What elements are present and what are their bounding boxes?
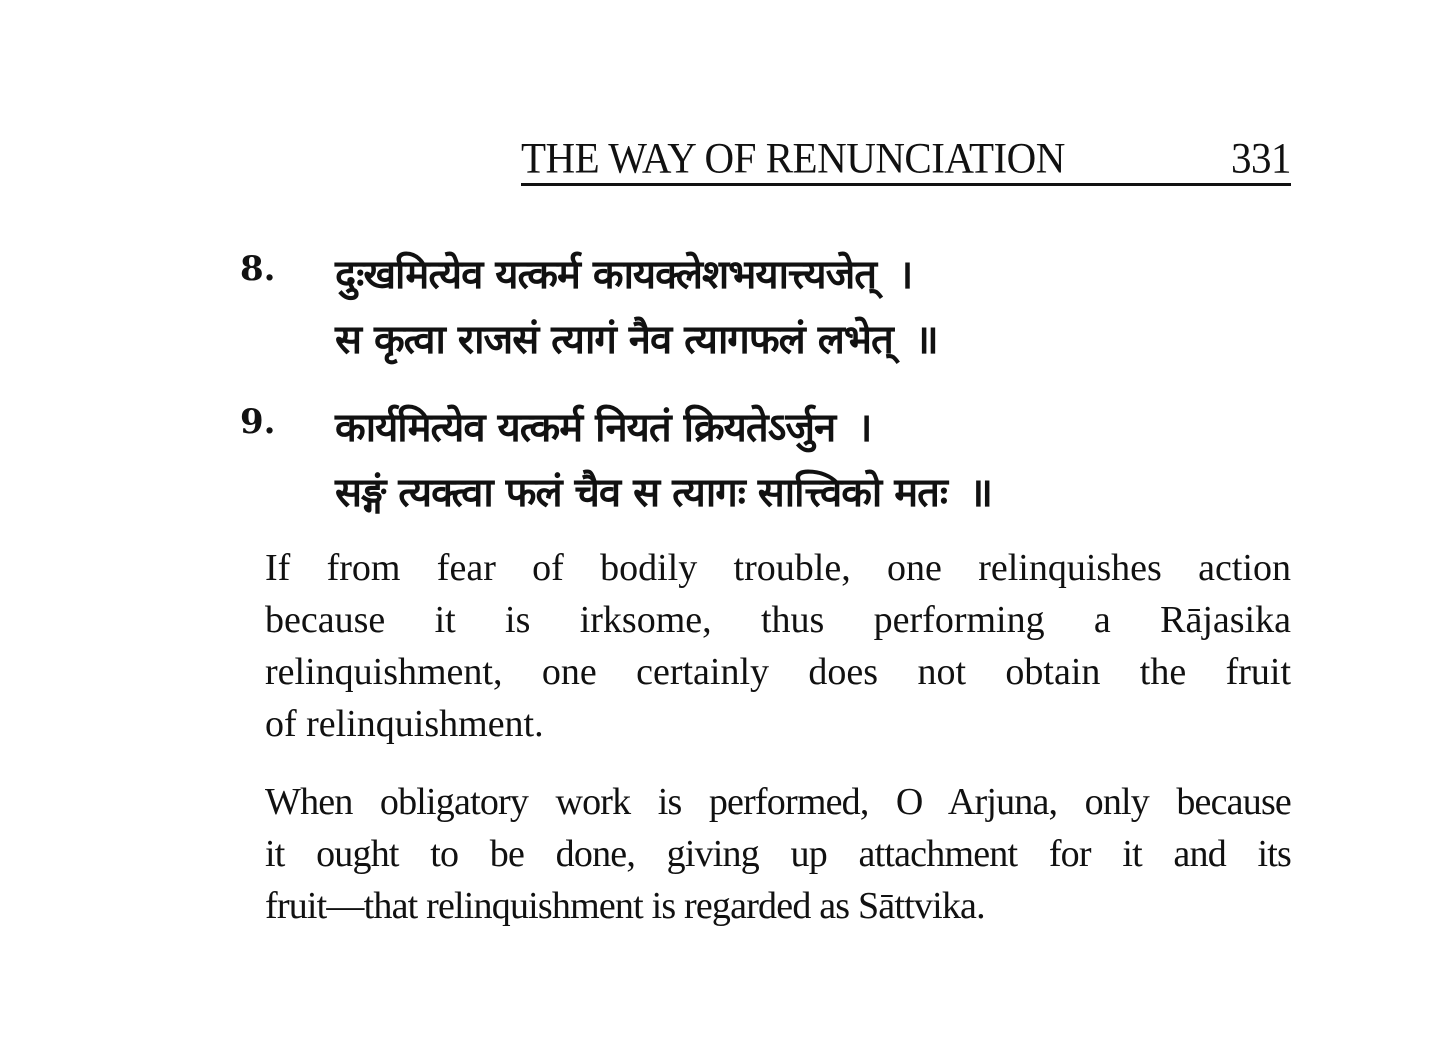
verse-line <box>335 398 871 453</box>
double-danda: ॥ <box>914 317 938 363</box>
verse-number: 8. <box>240 249 276 289</box>
verse-number: 9. <box>240 402 276 442</box>
verse-line <box>335 310 938 365</box>
paragraph-line: it ought to be done, giving up attachment for it and its <box>265 833 1291 875</box>
paragraph-line: If from fear of bodily trouble, one relinquishes action <box>265 547 1291 589</box>
sanskrit-text: कार्यमित्येव यत्कर्म नियतं क्रियतेऽर्जुन <box>335 405 836 451</box>
paragraph-line: of relinquishment. <box>265 703 544 745</box>
page-number: 331 <box>1231 133 1291 183</box>
verse-line <box>335 245 912 300</box>
danda: । <box>857 405 872 451</box>
translation-paragraph-1 <box>265 542 1291 750</box>
paragraph-line: fruit—that relinquishment is regarded as Sāttvika. <box>265 885 985 927</box>
verse-line <box>335 463 992 518</box>
danda: । <box>898 252 913 298</box>
sanskrit-text: स कृत्वा राजसं त्यागं नैव त्यागफलं लभेत् <box>335 317 893 363</box>
paragraph-line: because it is irksome, thus performing a Rājasika <box>265 599 1291 641</box>
running-head <box>521 133 1291 186</box>
running-title: THE WAY OF RENUNCIATION <box>521 133 1065 183</box>
paragraph-line: When obligatory work is performed, O Arjuna, only because <box>265 781 1291 823</box>
sanskrit-text: दुःखमित्येव यत्कर्म कायक्लेशभयात्त्यजेत् <box>335 252 877 298</box>
paragraph-line: relinquishment, one certainly does not obtain the fruit <box>265 651 1291 693</box>
translation-paragraph-2 <box>265 776 1291 932</box>
double-danda: ॥ <box>969 470 992 516</box>
sanskrit-text: सङ्गं त्यक्त्वा फलं चैव स त्यागः सात्त्विको मतः <box>335 470 947 516</box>
